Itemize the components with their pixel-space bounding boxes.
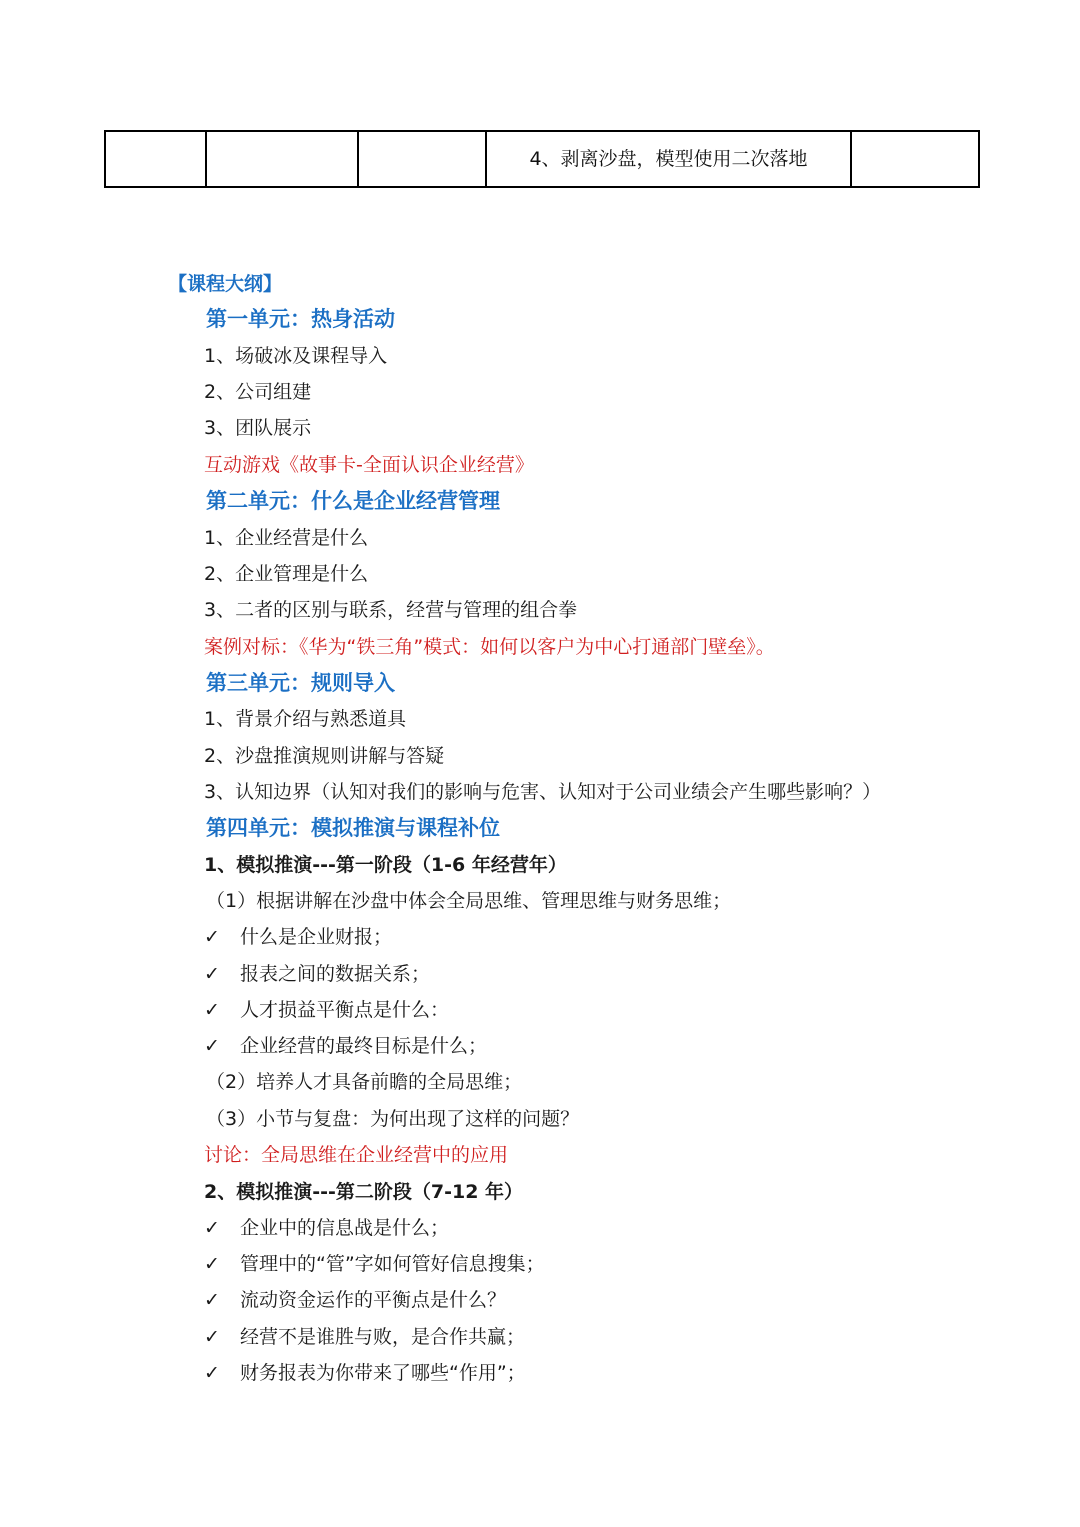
- checklist-item: [204, 1288, 506, 1312]
- list-item: 3、二者的区别与联系，经营与管理的组合拳: [204, 599, 578, 621]
- checklist-item: [204, 998, 449, 1022]
- checklist-item-text: 财务报表为你带来了哪些“作用”；: [240, 1362, 526, 1384]
- checklist-item: [204, 925, 392, 949]
- table-cell-content: 4、剥离沙盘，模型使用二次落地: [486, 131, 851, 187]
- sub-item: （1）根据讲解在沙盘中体会全局思维、管理思维与财务思维；: [206, 890, 732, 912]
- case-note: 案例对标：《华为“铁三角”模式：如何以客户为中心打通部门壁垒》。: [204, 636, 775, 658]
- list-item: 2、企业管理是什么: [204, 563, 369, 585]
- list-item: 3、团队展示: [204, 417, 312, 439]
- list-item: 1、背景介绍与熟悉道具: [204, 708, 407, 730]
- table-cell: [851, 131, 979, 187]
- checklist-item: [204, 1325, 525, 1349]
- list-item: 3、认知边界（认知对我们的影响与危害、认知对于公司业绩会产生哪些影响？）: [204, 781, 882, 803]
- check-icon: ✓: [204, 1289, 220, 1311]
- check-icon: ✓: [204, 1326, 220, 1348]
- check-icon: ✓: [204, 999, 220, 1021]
- check-icon: ✓: [204, 1217, 220, 1239]
- table-row: [105, 131, 979, 187]
- table-cell: [358, 131, 486, 187]
- unit-2-title: 第二单元：什么是企业经营管理: [206, 489, 500, 513]
- list-item: 1、企业经营是什么: [204, 527, 369, 549]
- checklist-item-text: 报表之间的数据关系；: [240, 963, 431, 985]
- check-icon: ✓: [204, 1362, 220, 1384]
- discussion-note: 讨论：全局思维在企业经营中的应用: [204, 1144, 509, 1166]
- unit-1-title: 第一单元：热身活动: [206, 307, 395, 331]
- checklist-item-text: 人才损益平衡点是什么：: [240, 999, 450, 1021]
- outline-title: 【课程大纲】: [168, 273, 283, 295]
- checklist-item: [204, 1252, 545, 1276]
- check-icon: ✓: [204, 1035, 220, 1057]
- sub-item: （3）小节与复盘：为何出现了这样的问题？: [206, 1108, 580, 1130]
- list-item: 2、沙盘推演规则讲解与答疑: [204, 745, 445, 767]
- check-icon: ✓: [204, 926, 220, 948]
- checklist-item-text: 管理中的“管”字如何管好信息搜集；: [240, 1253, 545, 1275]
- checklist-item: [204, 1361, 526, 1385]
- checklist-item-text: 企业经营的最终目标是什么；: [240, 1035, 488, 1057]
- checklist-item-text: 什么是企业财报；: [240, 926, 393, 948]
- list-item: 2、公司组建: [204, 381, 312, 403]
- checklist-item: [204, 962, 430, 986]
- sub-item: （2）培养人才具备前瞻的全局思维；: [206, 1071, 523, 1093]
- checklist-item: [204, 1034, 487, 1058]
- checklist-item-text: 流动资金运作的平衡点是什么？: [240, 1289, 507, 1311]
- activity-note: 互动游戏《故事卡-全面认识企业经营》: [204, 454, 534, 476]
- table-cell: [105, 131, 206, 187]
- checklist-item: [204, 1216, 449, 1240]
- unit-3-title: 第三单元：规则导入: [206, 671, 395, 695]
- list-item: 1、场破冰及课程导入: [204, 345, 388, 367]
- table-cell: [206, 131, 358, 187]
- check-icon: ✓: [204, 963, 220, 985]
- check-icon: ✓: [204, 1253, 220, 1275]
- unit-4-title: 第四单元：模拟推演与课程补位: [206, 816, 500, 840]
- checklist-item-text: 企业中的信息战是什么；: [240, 1217, 450, 1239]
- checklist-item-text: 经营不是谁胜与败，是合作共赢；: [240, 1326, 526, 1348]
- phase-2-title: 2、模拟推演---第二阶段（7-12 年）: [204, 1181, 524, 1203]
- schedule-table-fragment: [104, 130, 980, 188]
- phase-1-title: 1、模拟推演---第一阶段（1-6 年经营年）: [204, 854, 567, 876]
